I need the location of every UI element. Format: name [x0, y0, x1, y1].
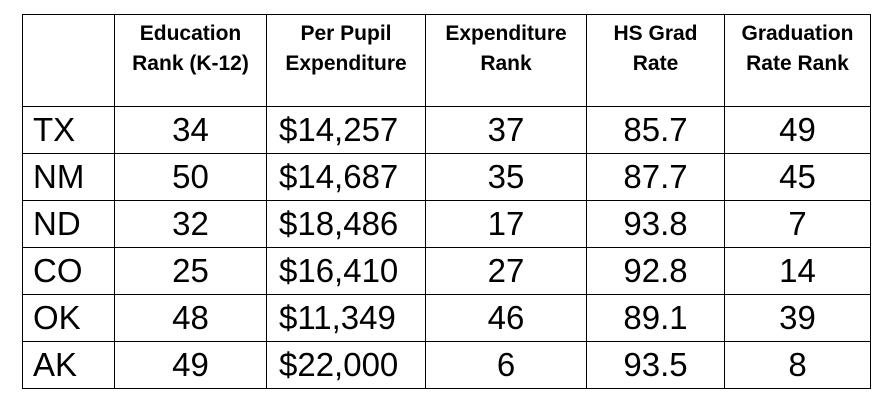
- education-rank-cell: 49: [115, 342, 267, 389]
- per-pupil-expenditure-cell: $22,000: [267, 342, 426, 389]
- education-rank-cell: 25: [115, 248, 267, 295]
- header-text: Rank: [480, 52, 532, 75]
- table-row: [23, 342, 871, 389]
- hs-grad-rate-cell: 93.5: [587, 342, 725, 389]
- header-cell-per-pupil-expenditure: [267, 15, 426, 107]
- expenditure-rank-cell: 37: [426, 107, 587, 154]
- state-cell: TX: [23, 107, 115, 154]
- header-text: Rank (K-12): [132, 52, 249, 75]
- header-text: Expenditure: [445, 22, 567, 45]
- education-rank-cell: 32: [115, 201, 267, 248]
- hs-grad-rate-cell: 93.8: [587, 201, 725, 248]
- per-pupil-expenditure-cell: $14,257: [267, 107, 426, 154]
- per-pupil-expenditure-cell: $14,687: [267, 154, 426, 201]
- expenditure-rank-cell: 6: [426, 342, 587, 389]
- header-text: Expenditure: [285, 52, 407, 75]
- header-text: Rate Rank: [746, 52, 849, 75]
- header-text: Graduation: [741, 22, 854, 45]
- header-cell-hs-grad-rate: [587, 15, 725, 107]
- expenditure-rank-cell: 27: [426, 248, 587, 295]
- table-row: [23, 201, 871, 248]
- header-text: HS Grad: [613, 22, 698, 45]
- header-cell-education-rank: [115, 15, 267, 107]
- hs-grad-rate-cell: 92.8: [587, 248, 725, 295]
- hs-grad-rate-cell: 85.7: [587, 107, 725, 154]
- graduation-rate-rank-cell: 7: [725, 201, 871, 248]
- table-row: [23, 154, 871, 201]
- graduation-rate-rank-cell: 49: [725, 107, 871, 154]
- state-cell: ND: [23, 201, 115, 248]
- state-cell: AK: [23, 342, 115, 389]
- header-cell-expenditure-rank: [426, 15, 587, 107]
- header-text: Education: [139, 22, 242, 45]
- table-row: [23, 107, 871, 154]
- education-rank-cell: 50: [115, 154, 267, 201]
- header-cell-graduation-rate-rank: [725, 15, 871, 107]
- per-pupil-expenditure-cell: $18,486: [267, 201, 426, 248]
- expenditure-rank-cell: 17: [426, 201, 587, 248]
- state-cell: OK: [23, 295, 115, 342]
- education-stats-table: [22, 14, 871, 389]
- graduation-rate-rank-cell: 8: [725, 342, 871, 389]
- header-text: Per Pupil: [300, 22, 392, 45]
- graduation-rate-rank-cell: 45: [725, 154, 871, 201]
- state-cell: CO: [23, 248, 115, 295]
- table-row: [23, 248, 871, 295]
- expenditure-rank-cell: 35: [426, 154, 587, 201]
- header-text: Rate: [632, 52, 679, 75]
- graduation-rate-rank-cell: 14: [725, 248, 871, 295]
- header-cell-state: [23, 15, 115, 107]
- education-rank-cell: 48: [115, 295, 267, 342]
- hs-grad-rate-cell: 87.7: [587, 154, 725, 201]
- state-cell: NM: [23, 154, 115, 201]
- education-rank-cell: 34: [115, 107, 267, 154]
- per-pupil-expenditure-cell: $16,410: [267, 248, 426, 295]
- per-pupil-expenditure-cell: $11,349: [267, 295, 426, 342]
- graduation-rate-rank-cell: 39: [725, 295, 871, 342]
- table-row: [23, 295, 871, 342]
- expenditure-rank-cell: 46: [426, 295, 587, 342]
- header-row: [23, 15, 871, 107]
- hs-grad-rate-cell: 89.1: [587, 295, 725, 342]
